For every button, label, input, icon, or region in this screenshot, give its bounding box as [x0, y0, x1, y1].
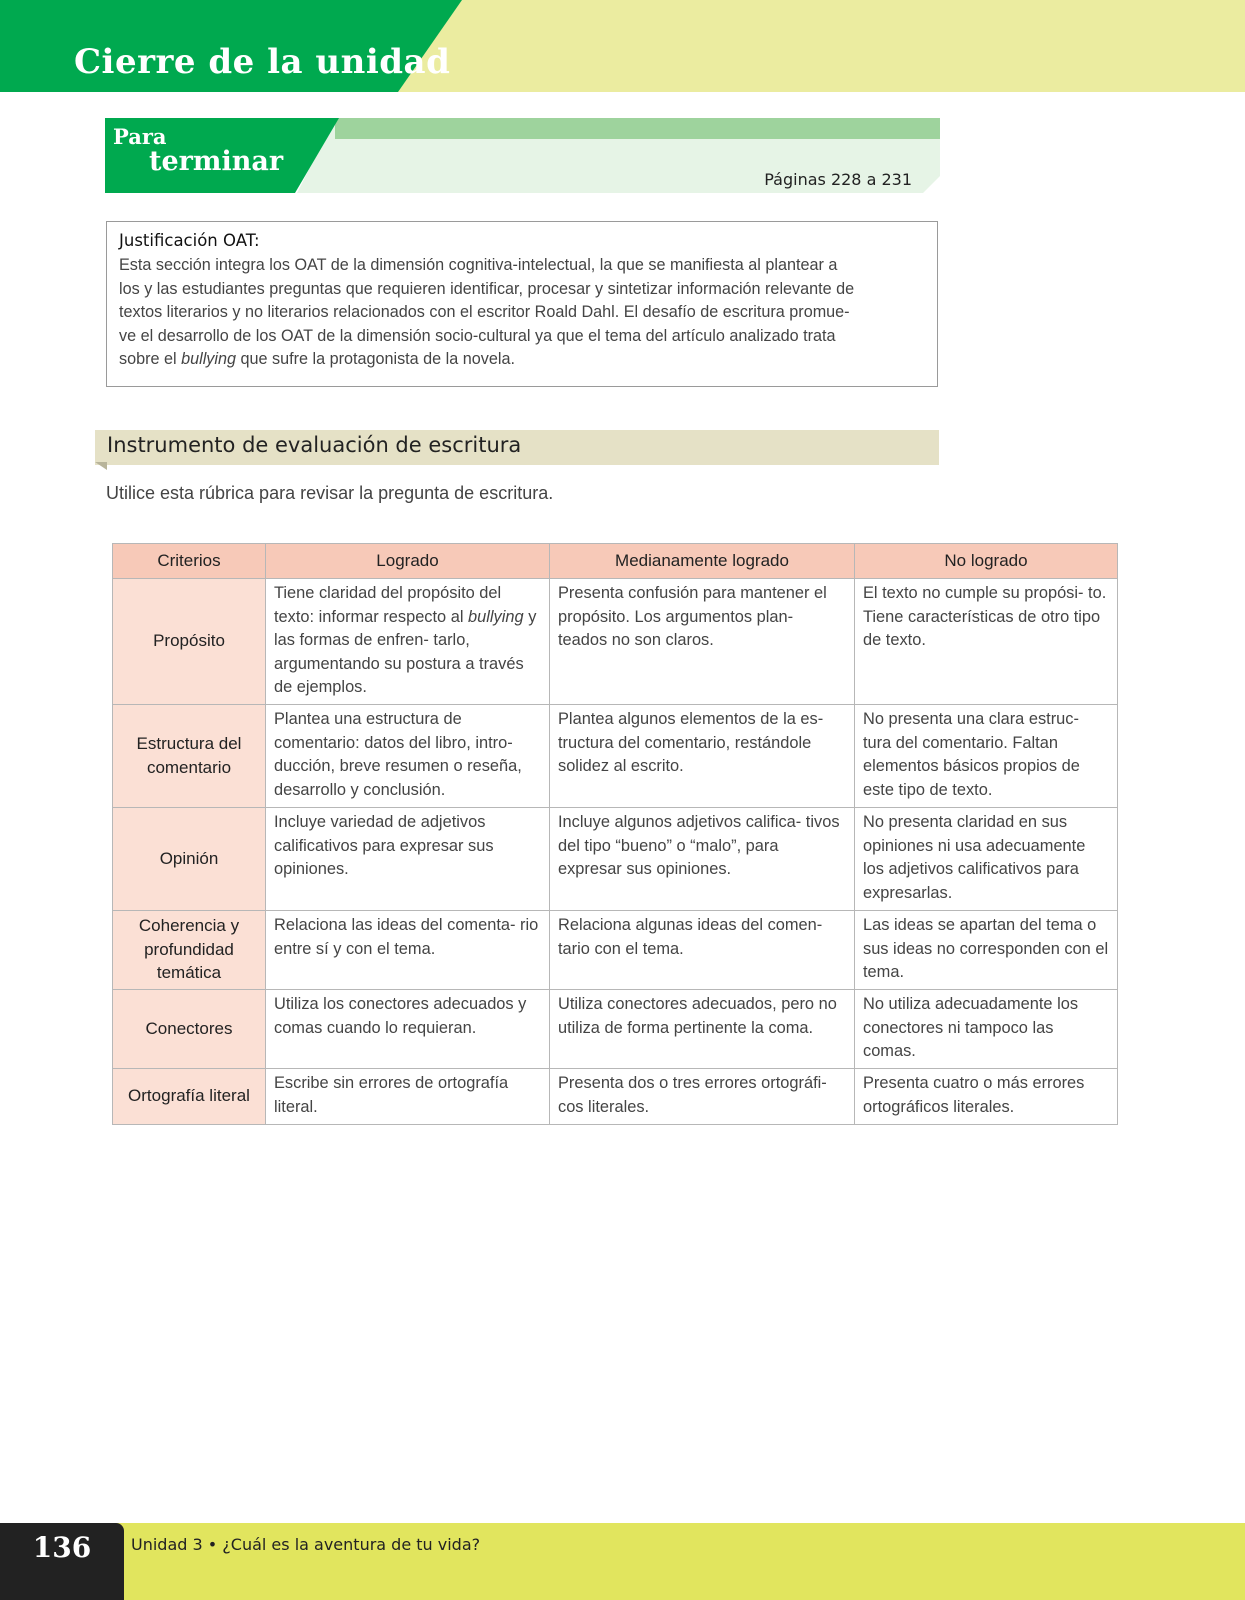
page-number: 136 [32, 1531, 92, 1564]
logrado-cell: Relaciona las ideas del comenta- rio entre sí y con el tema. [266, 911, 550, 990]
rubric-row [113, 808, 1118, 911]
column-header-medianamente: Medianamente logrado [550, 544, 855, 579]
justification-line: textos literarios y no literarios relacionados con el escritor Roald Dahl. El desafío de escritura promue- [119, 303, 850, 321]
medianamente-cell: Relaciona algunas ideas del comen- tario con el tema. [550, 911, 855, 990]
rubric-header-row [113, 544, 1118, 579]
logrado-cell [266, 579, 550, 705]
logrado-cell: Incluye variedad de adjetivos calificativos para expresar sus opiniones. [266, 808, 550, 911]
footer [0, 1523, 1245, 1600]
section-header [105, 118, 940, 193]
pages-reference: Páginas 228 a 231 [764, 170, 912, 189]
logrado-cell: Utiliza los conectores adecuados y comas cuando lo requieran. [266, 990, 550, 1069]
section-label-large: terminar [149, 146, 284, 177]
rubric-heading-tab [95, 462, 107, 470]
rubric-row [113, 579, 1118, 705]
justification-line: los y las estudiantes preguntas que requieren identificar, procesar y sintetizar información relevante de [119, 279, 855, 298]
section-label-small: Para [113, 124, 167, 149]
medianamente-cell: Presenta dos o tres errores ortográfi- cos literales. [550, 1069, 855, 1125]
medianamente-cell: Presenta confusión para mantener el propósito. Los argumentos plan- teados no son claros. [550, 579, 855, 705]
rubric-instruction: Utilice esta rúbrica para revisar la pregunta de escritura. [106, 483, 554, 503]
rubric-row [113, 990, 1118, 1069]
logrado-cell: Plantea una estructura de comentario: datos del libro, intro- ducción, breve resumen o reseña, desarrollo y conclusión. [266, 705, 550, 808]
rubric-row [113, 1069, 1118, 1125]
no-logrado-cell: No presenta claridad en sus opiniones ni usa adecuamente los adjetivos calificativos para expresarlas. [855, 808, 1118, 911]
logrado-cell: Escribe sin errores de ortografía literal. [266, 1069, 550, 1125]
criterion-cell: Estructura del comentario [113, 705, 266, 808]
logrado-text-italic: bullying [468, 607, 524, 626]
rubric-row [113, 705, 1118, 808]
justification-text [119, 254, 925, 372]
justification-line-before: sobre el [119, 350, 182, 368]
rubric-heading: Instrumento de evaluación de escritura [107, 433, 522, 457]
medianamente-cell: Utiliza conectores adecuados, pero no utiliza de forma pertinente la coma. [550, 990, 855, 1069]
top-banner [0, 0, 1245, 92]
justification-line-italic: bullying [181, 350, 236, 368]
logrado-text-before: Tiene claridad del propósito del texto: informar respecto al [274, 584, 502, 626]
rubric-row [113, 911, 1118, 990]
rubric-table [112, 543, 1118, 1125]
medianamente-cell: Plantea algunos elementos de la es- tructura del comentario, restándole solidez al escrito. [550, 705, 855, 808]
justification-line: ve el desarrollo de los OAT de la dimensión socio-cultural ya que el tema del artículo analizado trata [119, 326, 836, 345]
column-header-criterios: Criterios [113, 544, 266, 579]
criterion-cell: Opinión [113, 808, 266, 911]
criterion-cell: Conectores [113, 990, 266, 1069]
logrado-text-after: y las formas de enfren- tarlo, argumentando su postura a través de ejemplos. [274, 607, 537, 696]
criterion-cell: Ortografía literal [113, 1069, 266, 1125]
justification-line: Esta sección integra los OAT de la dimensión cognitiva-intelectual, la que se manifiesta al plantear a [119, 256, 838, 274]
no-logrado-cell: El texto no cumple su propósi- to. Tiene características de otro tipo de texto. [855, 579, 1118, 705]
no-logrado-cell: No utiliza adecuadamente los conectores ni tampoco las comas. [855, 990, 1118, 1069]
column-header-logrado: Logrado [266, 544, 550, 579]
justification-line-after: que sufre la protagonista de la novela. [236, 350, 515, 368]
no-logrado-cell: No presenta una clara estruc- tura del comentario. Faltan elementos básicos propios de este tipo de texto. [855, 705, 1118, 808]
medianamente-cell: Incluye algunos adjetivos califica- tivos del tipo “bueno” o “malo”, para expresar sus opiniones. [550, 808, 855, 911]
justification-box [106, 221, 938, 387]
no-logrado-cell: Las ideas se apartan del tema o sus ideas no corresponden con el tema. [855, 911, 1118, 990]
justification-title: Justificación OAT: [119, 231, 260, 250]
criterion-cell: Coherencia y profundidad temática [113, 911, 266, 990]
column-header-no-logrado: No logrado [855, 544, 1118, 579]
page-number-box [0, 1523, 124, 1600]
criterion-cell: Propósito [113, 579, 266, 705]
footer-unit-text: Unidad 3 • ¿Cuál es la aventura de tu vida? [131, 1535, 481, 1554]
unit-title: Cierre de la unidad [74, 42, 451, 82]
no-logrado-cell: Presenta cuatro o más errores ortográficos literales. [855, 1069, 1118, 1125]
